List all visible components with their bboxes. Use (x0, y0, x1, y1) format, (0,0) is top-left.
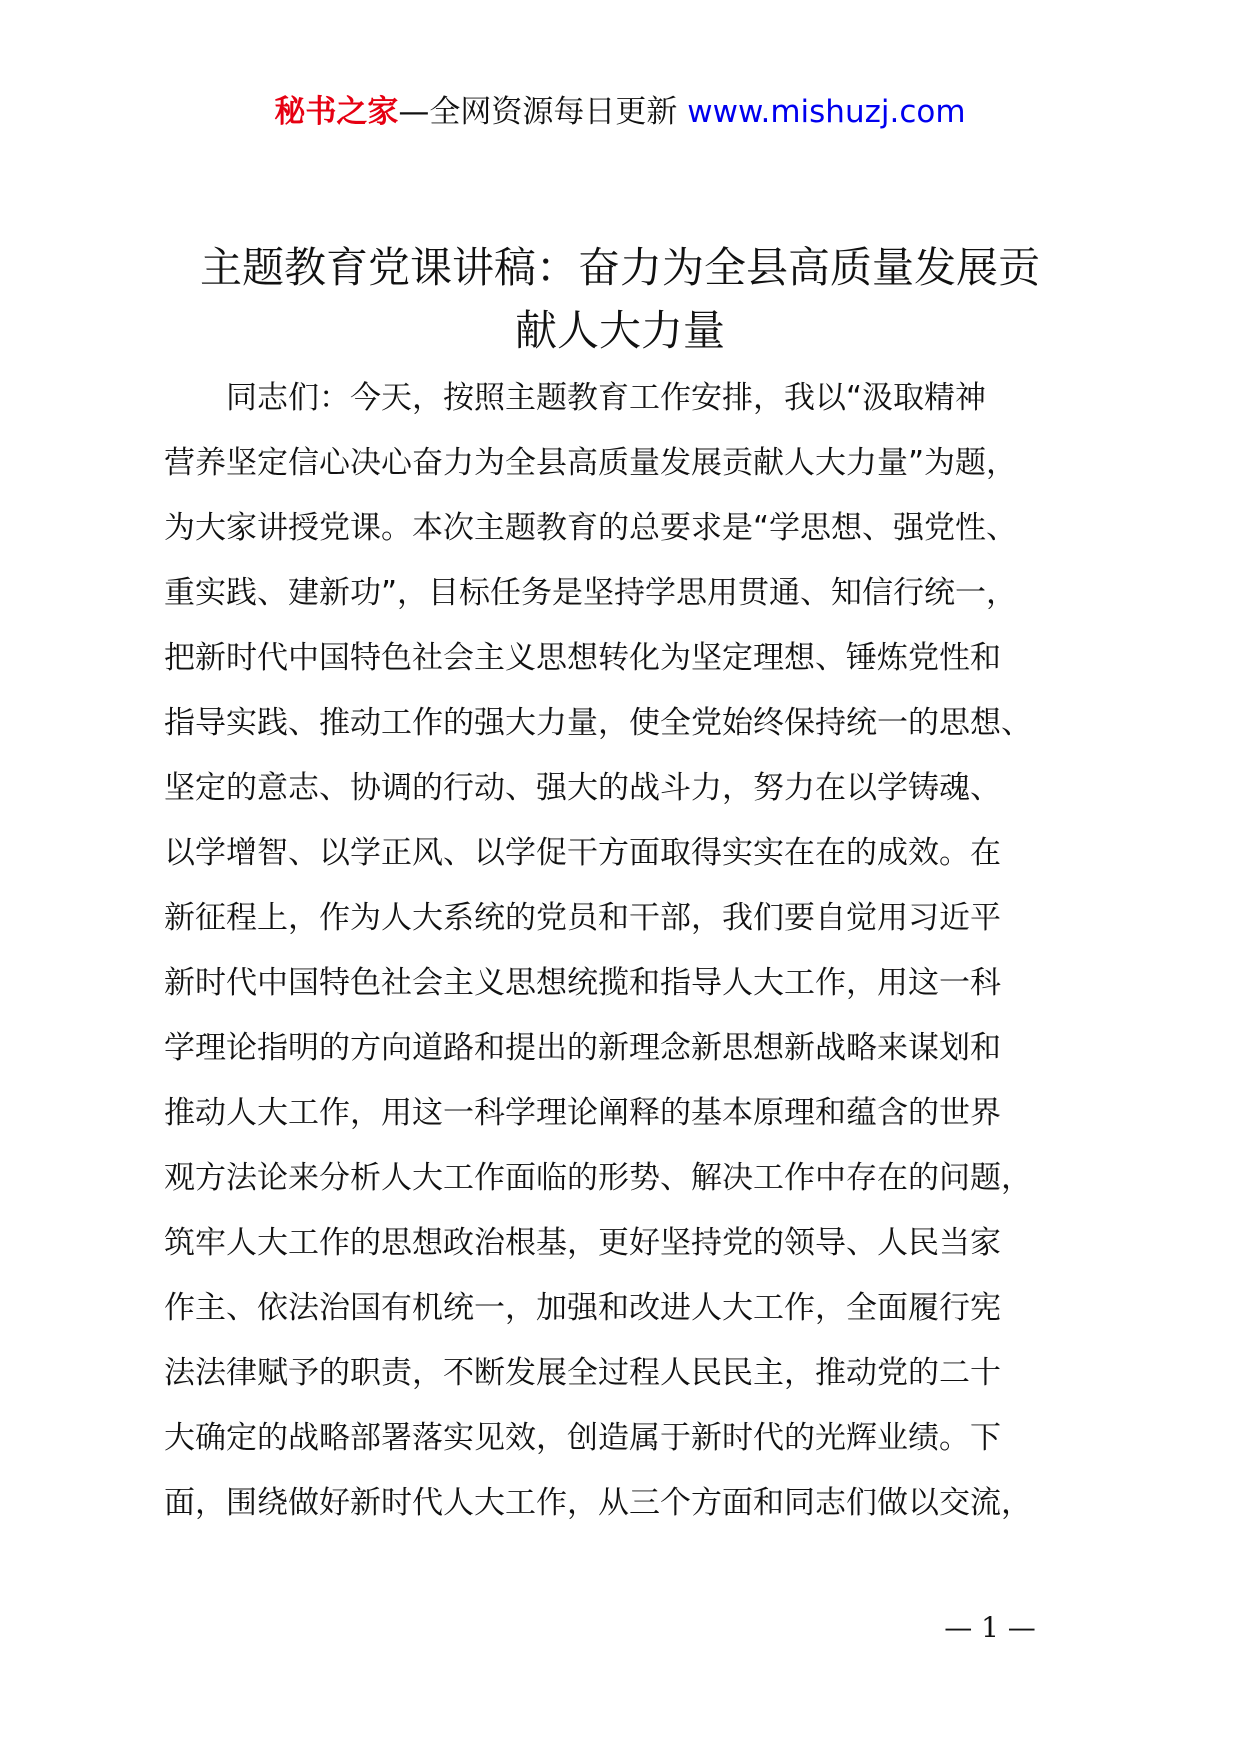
header-tagline: —全网资源每日更新 (398, 94, 678, 130)
body-line: 重实践、建新功”，目标任务是坚持学思用贯通、知信行统一， (164, 575, 1018, 611)
body-line: 以学增智、以学正风、以学促干方面取得实实在在的成效。在 (164, 835, 1001, 871)
body-line: 营养坚定信心决心奋力为全县高质量发展贡献人大力量”为题， (164, 445, 1018, 481)
document-title (150, 236, 1090, 362)
body-line: 同志们：今天，按照主题教育工作安排，我以“汲取精神 (164, 380, 987, 416)
body-line: 面，围绕做好新时代人大工作，从三个方面和同志们做以交流， (164, 1485, 1032, 1521)
site-url-link[interactable]: www.mishuzj.com (677, 94, 966, 130)
site-header (0, 92, 1240, 132)
body-line: 观方法论来分析人大工作面临的形势、解决工作中存在的问题， (164, 1160, 1032, 1196)
body-line: 为大家讲授党课。本次主题教育的总要求是“学思想、强党性、 (164, 510, 1018, 546)
body-line: 推动人大工作，用这一科学理论阐释的基本原理和蕴含的世界 (164, 1095, 1001, 1131)
body-line: 新时代中国特色社会主义思想统揽和指导人大工作，用这一科 (164, 965, 1001, 1001)
body-line: 把新时代中国特色社会主义思想转化为坚定理想、锤炼党性和 (164, 640, 1001, 676)
body-line: 大确定的战略部署落实见效，创造属于新时代的光辉业绩。下 (164, 1420, 1001, 1456)
brand-name: 秘书之家 (274, 94, 399, 130)
title-line: 主题教育党课讲稿：奋力为全县高质量发展贡 (199, 243, 1040, 292)
body-line: 坚定的意志、协调的行动、强大的战斗力，努力在以学铸魂、 (164, 770, 1001, 806)
document-body (164, 366, 1110, 1536)
body-line: 筑牢人大工作的思想政治根基，更好坚持党的领导、人民当家 (164, 1225, 1001, 1261)
body-line: 作主、依法治国有机统一，加强和改进人大工作，全面履行宪 (164, 1290, 1001, 1326)
body-line: 学理论指明的方向道路和提出的新理念新思想新战略来谋划和 (164, 1030, 1001, 1066)
body-line: 新征程上，作为人大系统的党员和干部，我们要自觉用习近平 (164, 900, 1001, 936)
title-line: 献人大力量 (514, 306, 725, 355)
page-number: — 1 — (944, 1611, 1036, 1644)
body-line: 指导实践、推动工作的强大力量，使全党始终保持统一的思想、 (164, 705, 1032, 741)
body-line: 法法律赋予的职责，不断发展全过程人民民主，推动党的二十 (164, 1355, 1001, 1391)
